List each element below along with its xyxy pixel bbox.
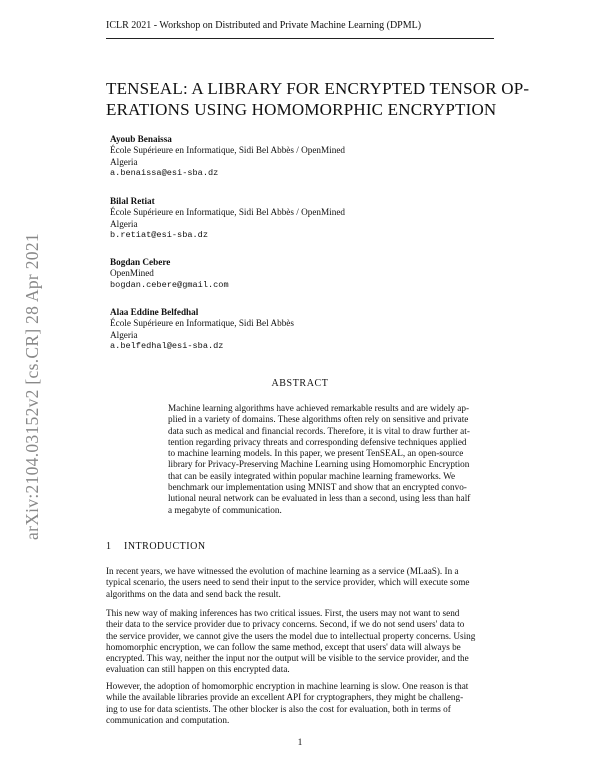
author-country: Algeria: [110, 156, 138, 167]
author-email[interactable]: bogdan.cebere@gmail.com: [110, 279, 229, 290]
paragraph-line: This new way of making inferences has two critical issues. First, the users may not want to send: [106, 608, 460, 618]
title-line-1: TENSEAL: A LIBRARY FOR ENCRYPTED TENSOR OP-: [106, 79, 530, 98]
header-rule: [106, 38, 494, 39]
abstract-line: benchmark our implementation using MNIST and show that an encrypted convo-: [168, 482, 467, 493]
author-email[interactable]: b.retiat@esi-sba.dz: [110, 230, 208, 241]
abstract-line: tention regarding privacy threats and corresponding defensive techniques applied: [168, 436, 467, 447]
abstract-line: data such as medical and financial records. Therefore, it is vital to draw further at-: [168, 425, 470, 436]
author-affiliation: École Supérieure en Informatique, Sidi Bel Abbès / OpenMined: [110, 145, 345, 156]
running-header: ICLR 2021 - Workshop on Distributed and Private Machine Learning (DPML): [106, 20, 422, 31]
body-paragraph: [106, 681, 496, 726]
arxiv-identifier-stamp: arXiv:2104.03152v2 [cs.CR] 28 Apr 2021: [22, 233, 42, 540]
paper-title: [106, 78, 530, 120]
author-email[interactable]: a.belfedhal@esi-sba.dz: [110, 341, 224, 352]
paragraph-line: In recent years, we have witnessed the evolution of machine learning as a service (MLaaS). In a: [106, 566, 459, 576]
author-country: Algeria: [110, 218, 138, 229]
paragraph-line: algorithms on the data and send back the result.: [106, 588, 281, 599]
paragraph-line: their data to the service provider due to privacy concerns. Second, if we do not send users' data to: [106, 619, 465, 630]
abstract-text: [168, 403, 471, 516]
paragraph-line: homomorphic encryption, we can follow the same method, except that users' data will always be: [106, 641, 461, 652]
section-number: 1: [106, 541, 112, 552]
paragraph-line: evaluation can still happen on this encrypted data.: [106, 664, 290, 675]
author-affiliation: École Supérieure en Informatique, Sidi Bel Abbès / OpenMined: [110, 207, 345, 218]
abstract-line: library for Privacy-Preserving Machine Learning using Homomorphic Encryption: [168, 459, 470, 470]
abstract-line: a megabyte of communication.: [168, 504, 282, 515]
paragraph-line: the service provider, we cannot give the users the model due to intellectual property concerns. Using: [106, 630, 476, 641]
author-block: [110, 196, 440, 242]
body-paragraph: [106, 608, 496, 676]
abstract-line: Machine learning algorithms have achieved remarkable results and are widely ap-: [168, 403, 470, 413]
abstract-line: to machine learning models. In this paper, we present TenSEAL, an open-source: [168, 448, 464, 459]
abstract-line: lutional neural network can be evaluated in less than a second, using less than half: [168, 493, 471, 504]
section-heading: [106, 541, 206, 552]
abstract-line: plied in a variety of domains. These algorithms often rely on sensitive and private: [168, 414, 469, 425]
paragraph-line: communication and computation.: [106, 714, 230, 725]
section-title: INTRODUCTION: [124, 541, 206, 552]
author-block: [110, 257, 440, 291]
author-name: Alaa Eddine Belfedhal: [110, 307, 199, 317]
paragraph-line: typical scenario, the users need to send their input to the service provider, which will execute some: [106, 577, 470, 588]
author-block: [110, 134, 440, 180]
author-country: Algeria: [110, 329, 138, 340]
page-number: 1: [297, 738, 303, 748]
paragraph-line: while the available libraries provide an excellent API for cryptographers, they might be challeng-: [106, 692, 464, 703]
author-name: Bilal Retiat: [110, 196, 155, 206]
author-name: Bogdan Cebere: [110, 257, 171, 267]
abstract-heading: ABSTRACT: [271, 378, 329, 389]
body-paragraph: [106, 566, 496, 600]
author-affiliation: École Supérieure en Informatique, Sidi Bel Abbès: [110, 318, 294, 329]
paragraph-line: ing to use for data scientists. The other blocker is also the cost for evaluation, both in terms of: [106, 703, 451, 714]
author-email[interactable]: a.benaissa@esi-sba.dz: [110, 168, 219, 179]
title-line-2: ERATIONS USING HOMOMORPHIC ENCRYPTION: [106, 100, 497, 119]
abstract-line: that can be easily integrated within popular machine learning frameworks. We: [168, 470, 456, 481]
paragraph-line: However, the adoption of homomorphic encryption in machine learning is slow. One reason is that: [106, 681, 469, 691]
author-name: Ayoub Benaissa: [110, 134, 172, 144]
author-block: [110, 307, 440, 353]
author-affiliation: OpenMined: [110, 268, 154, 279]
paragraph-line: encrypted. This way, neither the input nor the output will be visible to the service provider, and the: [106, 653, 469, 664]
